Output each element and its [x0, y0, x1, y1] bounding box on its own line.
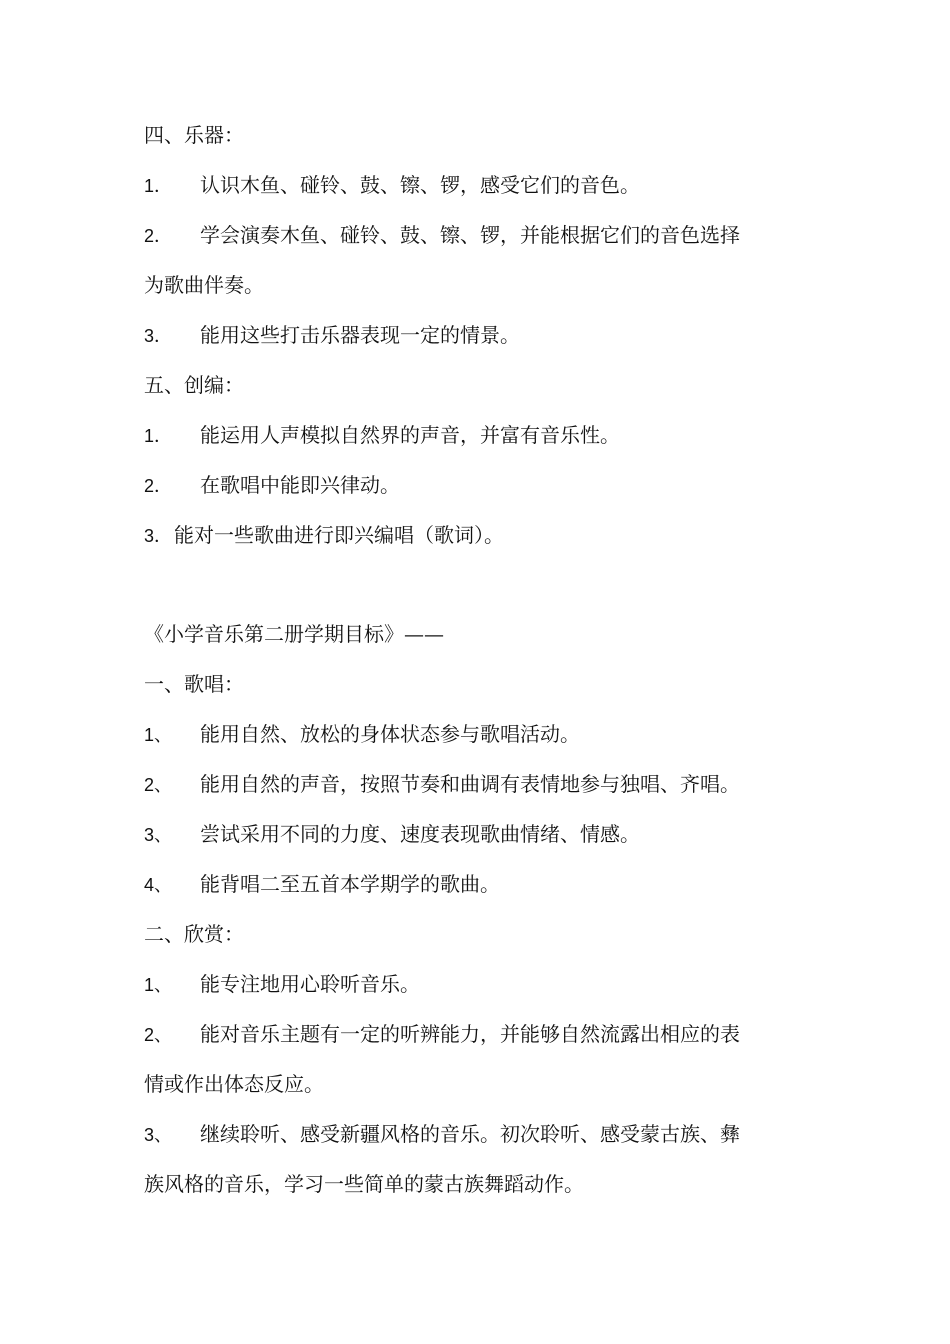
item-text: 能用自然的声音，按照节奏和曲调有表情地参与独唱、齐唱。 [200, 772, 740, 796]
list-item [144, 771, 824, 798]
item-text: 能运用人声模拟自然界的声音，并富有音乐性。 [200, 423, 620, 447]
list-item [144, 1021, 824, 1048]
list-item [144, 971, 824, 998]
list-item [144, 472, 824, 499]
item-text: 能专注地用心聆听音乐。 [200, 972, 420, 996]
item-number: 1、 [144, 975, 173, 995]
item-text: 能用自然、放松的身体状态参与歌唱活动。 [200, 722, 580, 746]
item-number: 3、 [144, 1125, 173, 1145]
item-text-continuation: 情或作出体态反应。 [144, 1072, 324, 1096]
item-text-continuation: 族风格的音乐，学习一些简单的蒙古族舞蹈动作。 [144, 1172, 584, 1196]
item-number: 3． [144, 526, 173, 546]
item-text: 能用这些打击乐器表现一定的情景。 [200, 323, 520, 347]
item-text: 在歌唱中能即兴律动。 [200, 473, 400, 497]
section-heading-singing: 一、歌唱： [144, 672, 244, 696]
list-item [144, 522, 824, 549]
item-text: 尝试采用不同的力度、速度表现歌曲情绪、情感。 [200, 822, 640, 846]
item-number: 1． [144, 426, 173, 446]
item-number: 4、 [144, 875, 173, 895]
list-item [144, 322, 824, 349]
item-text: 继续聆听、感受新疆风格的音乐。初次聆听、感受蒙古族、彝 [200, 1122, 740, 1146]
list-item [144, 821, 824, 848]
list-item [144, 1121, 824, 1148]
item-text: 学会演奏木鱼、碰铃、鼓、镲、锣，并能根据它们的音色选择 [200, 223, 740, 247]
item-number: 2、 [144, 1025, 173, 1045]
item-number: 3、 [144, 825, 173, 845]
item-text: 能背唱二至五首本学期学的歌曲。 [200, 872, 500, 896]
item-number: 3． [144, 326, 173, 346]
item-text: 能对音乐主题有一定的听辨能力，并能够自然流露出相应的表 [200, 1022, 740, 1046]
list-item [144, 871, 824, 898]
section-heading-creation: 五、创编： [144, 373, 244, 397]
item-number: 2、 [144, 775, 173, 795]
item-text-continuation: 为歌曲伴奏。 [144, 273, 264, 297]
item-number: 1． [144, 176, 173, 196]
document-title: 《小学音乐第二册学期目标》—— [144, 622, 444, 646]
item-number: 2． [144, 476, 173, 496]
section-heading-appreciation: 二、欣赏： [144, 922, 244, 946]
item-text: 能对一些歌曲进行即兴编唱（歌词）。 [174, 523, 505, 547]
item-number: 2． [144, 226, 173, 246]
list-item [144, 422, 824, 449]
item-number: 1、 [144, 725, 173, 745]
list-item [144, 222, 824, 249]
section-heading-instruments: 四、乐器： [144, 123, 244, 147]
list-item [144, 172, 824, 199]
item-text: 认识木鱼、碰铃、鼓、镲、锣，感受它们的音色。 [200, 173, 640, 197]
list-item [144, 721, 824, 748]
